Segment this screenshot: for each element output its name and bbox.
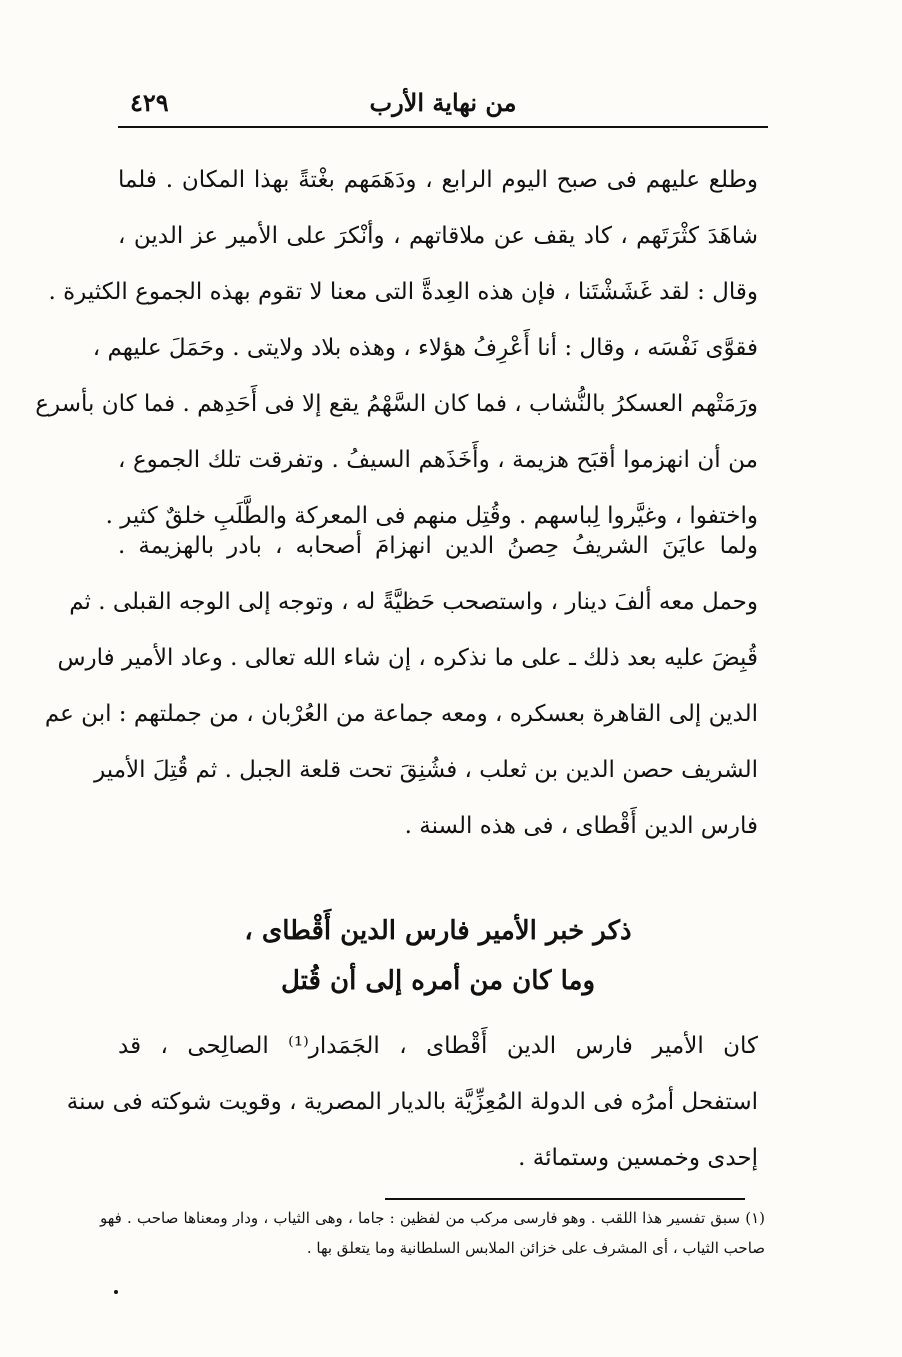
running-title: من نهاية الأرب [369, 88, 517, 117]
footnote-line: (١) سبق تفسير هذا اللقب . وهو فارسى مركب من لفظين : جاما ، وهى الثياب ، ودار ومعناها صاحب . فهو [100, 1209, 765, 1227]
section-heading-line-1: ذكر خبر الأمير فارس الدين أَقْطاى ، [244, 916, 632, 946]
paragraph-1 [35, 152, 758, 544]
paragraph-3 [66, 1018, 758, 1186]
text-line: قُبِضَ عليه بعد ذلك ـ على ما نذكره ، إن شاء الله تعالى . وعاد الأمير فارس [57, 644, 758, 671]
text-line: وقال : لقد غَشَشْتَنا ، فإن هذه العِدةَّ التى معنا لا تقوم بهذه الجموع الكثيرة . [48, 278, 758, 305]
paragraph-2 [44, 518, 758, 854]
page-header [118, 88, 768, 128]
text-line: الدين إلى القاهرة بعسكره ، ومعه جماعة من العُرْبان ، من جملتهم : ابن عم [44, 700, 758, 727]
text-line: وطلع عليهم فى صبح اليوم الرابع ، ودَهَمَهم بغْتةً بهذا المكان . فلما [118, 166, 758, 193]
text-line: فارس الدين أَقْطاى ، فى هذه السنة . [404, 812, 758, 839]
footnote-rule [385, 1198, 745, 1200]
section-heading-line-2: وما كان من أمره إلى أن قُتل [280, 966, 596, 996]
footnote-line: صاحب الثياب ، أى المشرف على خزائن الملابس السلطانية وما يتعلق بها . [306, 1239, 765, 1257]
text-line: ورَمَتْهم العسكرُ بالنُّشاب ، فما كان السَّهْمُ يقع إلا فى أَحَدِهم . فما كان بأسرع [35, 390, 758, 417]
text-line: واختفوا ، وغيَّروا لِباسهم . وقُتِل منهم فى المعركة والطَّلَبِ خلقٌ كثير . [105, 502, 758, 529]
text-line: استفحل أمرُه فى الدولة المُعِزِّيَّة بالديار المصرية ، وقويت شوكته فى سنة [66, 1088, 758, 1115]
header-rule [118, 126, 768, 128]
text-line: ولما عايَنَ الشريفُ حِصنُ الدين انهزامَ أصحابه ، بادر بالهزيمة . [118, 532, 758, 559]
text-line: شاهَدَ كثْرَتَهم ، كاد يقف عن ملاقاتهم ، وأنْكرَ على الأمير عز الدين ، [118, 222, 758, 249]
text-line: وحمل معه ألفَ دينار ، واستصحب حَظيَّةً له ، وتوجه إلى الوجه القبلى . ثم [69, 588, 758, 615]
page-number: ٤٢٩ [130, 88, 169, 117]
text-line: فقوَّى نَفْسَه ، وقال : أنا أَعْرِفُ هؤلاء ، وهذه بلاد ولايتى . وحَمَلَ عليهم ، [92, 334, 758, 361]
text-line: إحدى وخمسين وستمائة . [518, 1144, 758, 1171]
stray-dot [114, 1290, 118, 1294]
footnote [100, 1203, 765, 1263]
text-line: كان الأمير فارس الدين أَقْطاى ، الجَمَدار⁽¹⁾ الصالِحى ، قد [118, 1032, 758, 1059]
text-line: الشريف حصن الدين بن ثعلب ، فشُنِقَ تحت قلعة الجبل . ثم قُتِلَ الأمير [94, 756, 758, 783]
text-line: من أن انهزموا أقبَح هزيمة ، وأَخَذَهم السيفُ . وتفرقت تلك الجموع ، [118, 446, 758, 473]
